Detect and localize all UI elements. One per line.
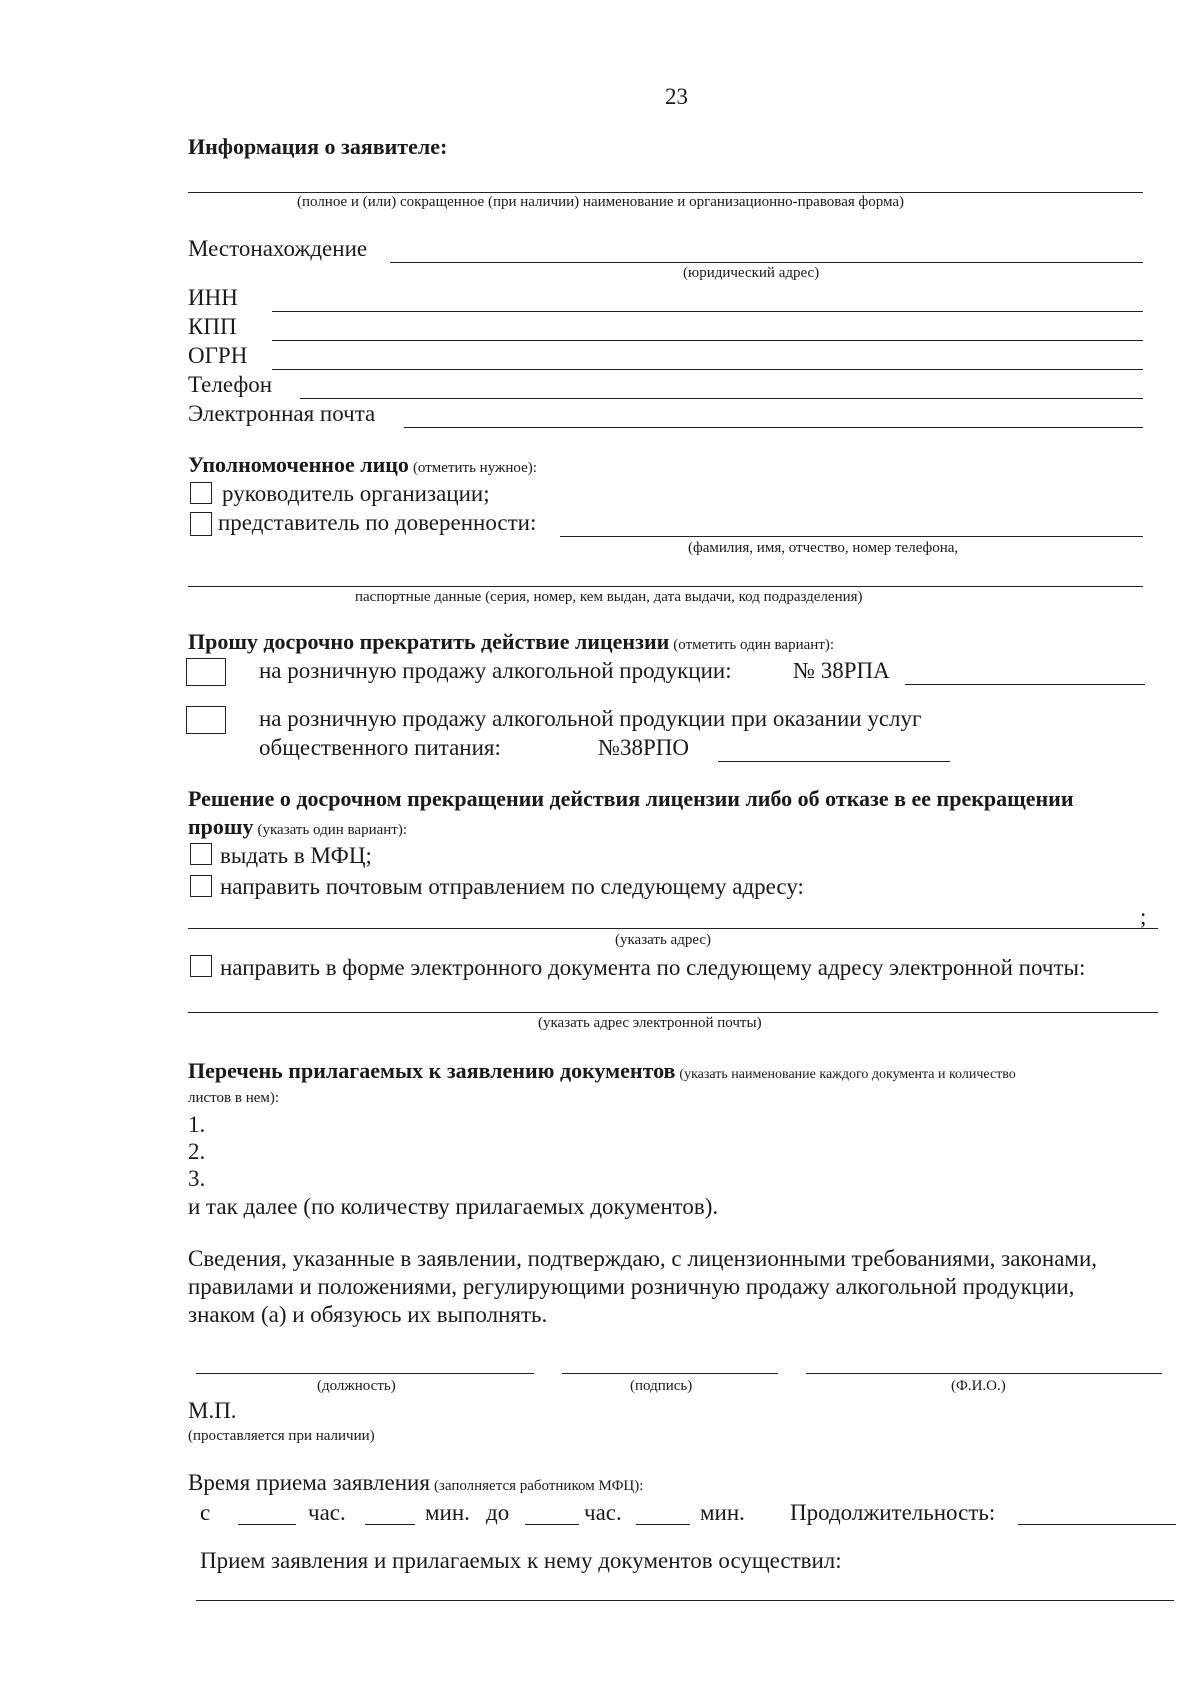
reception-time-label: Время приема заявления [188, 1470, 430, 1495]
location-caption: (юридический адрес) [683, 265, 820, 281]
decision-heading-word: прошу [188, 814, 254, 839]
confirmation-line3: знаком (а) и обязуюсь их выполнять. [188, 1302, 548, 1327]
location-label: Местонахождение [188, 236, 368, 261]
document-item-3: 3. [188, 1166, 206, 1191]
option-director: руководитель организации; [222, 481, 490, 506]
ogrn-label: ОГРН [188, 343, 248, 368]
from-hour-line[interactable] [238, 1524, 296, 1525]
location-line[interactable] [390, 262, 1143, 263]
checkbox-director[interactable] [190, 482, 212, 504]
duration-line[interactable] [1018, 1524, 1176, 1525]
accepted-by-label: Прием заявления и прилагаемых к нему документов осуществил: [200, 1548, 842, 1573]
stamp-note: (проставляется при наличии) [188, 1428, 375, 1444]
document-item-1: 1. [188, 1112, 206, 1137]
ogrn-line[interactable] [272, 369, 1143, 370]
authorized-heading-note: (отметить нужное): [412, 460, 537, 476]
decision-heading-line1: Решение о досрочном прекращении действия лицензии либо об отказе в ее прекращении [188, 786, 1074, 811]
reception-min: мин. [425, 1500, 470, 1525]
to-min-line[interactable] [636, 1524, 690, 1525]
post-semicolon: ; [1140, 904, 1147, 929]
reception-time-note: (заполняется работником МФЦ): [433, 1478, 644, 1494]
rpo-number-line[interactable] [718, 761, 950, 762]
passport-caption: паспортные данные (серия, номер, кем выдан, дата выдачи, код подразделения) [355, 589, 863, 605]
passport-line[interactable] [188, 586, 1143, 587]
option-rpo-line1: на розничную продажу алкогольной продукции при оказании услуг [259, 706, 922, 731]
email-address-caption: (указать адрес электронной почты) [538, 1015, 762, 1031]
page-number: 23 [665, 84, 688, 109]
reception-time-heading [188, 1470, 643, 1496]
checkbox-mfc[interactable] [190, 843, 212, 865]
checkbox-rpa[interactable] [186, 658, 226, 686]
phone-label: Телефон [188, 372, 273, 397]
email-label: Электронная почта [188, 401, 376, 426]
applicant-heading: Информация о заявителе: [188, 134, 448, 159]
position-line[interactable] [196, 1373, 534, 1374]
email-address-line[interactable] [188, 1012, 1158, 1013]
to-hour-line[interactable] [525, 1524, 579, 1525]
checkbox-post[interactable] [190, 875, 212, 897]
option-rpo-line2: общественного питания: [259, 735, 501, 760]
documents-heading-note2: листов в нем): [188, 1090, 280, 1106]
checkbox-rpo[interactable] [186, 706, 226, 734]
accepted-by-line[interactable] [196, 1600, 1174, 1601]
kpp-line[interactable] [272, 340, 1143, 341]
from-min-line[interactable] [365, 1524, 415, 1525]
authorized-heading-text: Уполномоченное лицо [188, 452, 409, 477]
checkbox-representative[interactable] [190, 512, 212, 536]
option-representative: представитель по доверенности: [218, 510, 537, 535]
post-address-line[interactable] [188, 928, 1158, 929]
phone-line[interactable] [300, 398, 1143, 399]
representative-caption: (фамилия, имя, отчество, номер телефона, [688, 540, 959, 556]
authorized-heading [188, 452, 537, 478]
decision-heading-note: (указать один вариант): [257, 822, 408, 838]
reception-to: до [486, 1500, 510, 1525]
inn-line[interactable] [272, 311, 1143, 312]
position-caption: (должность) [317, 1378, 396, 1394]
reception-min2: мин. [700, 1500, 745, 1525]
document-item-2: 2. [188, 1139, 206, 1164]
checkbox-email[interactable] [190, 955, 212, 977]
reception-duration: Продолжительность: [790, 1500, 996, 1525]
fullname-line[interactable] [806, 1373, 1162, 1374]
signature-line[interactable] [562, 1373, 778, 1374]
documents-heading-note: (указать наименование каждого документа и количество [679, 1067, 1016, 1082]
representative-line[interactable] [560, 536, 1143, 537]
fullname-caption: (Ф.И.О.) [951, 1378, 1006, 1394]
reception-from: с [200, 1500, 211, 1525]
applicant-name-line[interactable] [188, 192, 1143, 193]
post-address-caption: (указать адрес) [615, 932, 712, 948]
rpo-number: №38РПО [598, 735, 689, 760]
documents-heading [188, 1058, 1016, 1084]
reception-hour: час. [308, 1500, 346, 1525]
decision-heading-line2 [188, 814, 407, 840]
rpa-number-line[interactable] [905, 684, 1145, 685]
termination-heading-note: (отметить один вариант): [673, 637, 835, 653]
inn-label: ИНН [188, 285, 238, 310]
email-line[interactable] [404, 427, 1143, 428]
reception-hour2: час. [584, 1500, 622, 1525]
confirmation-line2: правилами и положениями, регулирующими розничную продажу алкогольной продукции, [188, 1274, 1075, 1299]
kpp-label: КПП [188, 314, 237, 339]
option-mfc: выдать в МФЦ; [220, 843, 372, 868]
stamp-label: М.П. [188, 1398, 237, 1423]
option-rpa: на розничную продажу алкогольной продукции: [259, 658, 732, 683]
applicant-name-caption: (полное и (или) сокращенное (при наличии) наименование и организационно-правовая форма) [297, 194, 905, 210]
option-email: направить в форме электронного документа по следующему адресу электронной почты: [220, 955, 1086, 980]
confirmation-line1: Сведения, указанные в заявлении, подтверждаю, с лицензионными требованиями, законами, [188, 1246, 1098, 1271]
signature-caption: (подпись) [630, 1378, 693, 1394]
documents-heading-text: Перечень прилагаемых к заявлению документов [188, 1058, 676, 1083]
termination-heading-text: Прошу досрочно прекратить действие лицензии [188, 629, 670, 654]
termination-heading [188, 629, 834, 655]
documents-etc: и так далее (по количеству прилагаемых документов). [188, 1194, 719, 1219]
rpa-number: № 38РПА [793, 658, 890, 683]
option-post: направить почтовым отправлением по следующему адресу: [220, 874, 804, 899]
